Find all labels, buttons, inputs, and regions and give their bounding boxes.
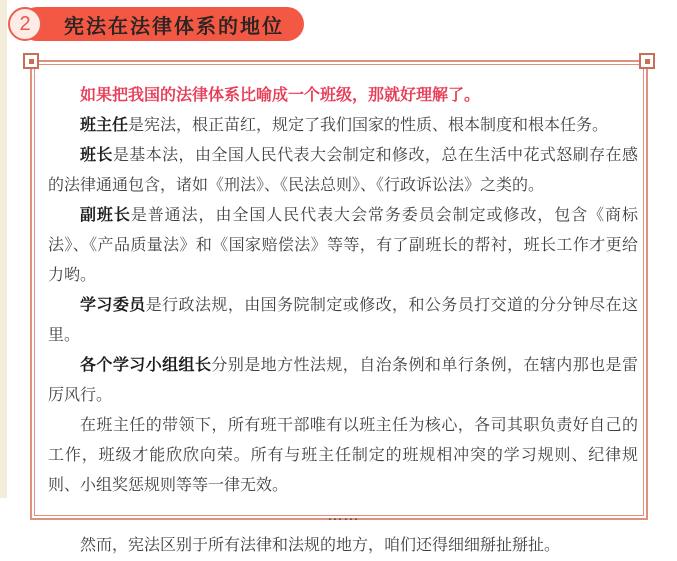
paragraph-banzhang <box>48 141 638 201</box>
paragraph-lead: 班主任 <box>80 117 129 134</box>
section-header <box>0 0 677 48</box>
paragraph-fubanzhang <box>48 201 638 291</box>
paragraph-lead: 学习委员 <box>80 297 146 314</box>
paragraph-text: 是普通法，由全国人民代表大会常务委员会制定或修改，包含《商标法》、《产品质量法》和《国家赔偿法》等等，有了副班长的帮衬，班长工作才更给力哟。 <box>48 207 638 284</box>
paragraph-banzhuren <box>48 111 638 141</box>
page-title: 宪法在法律体系的地位 <box>64 15 284 38</box>
paragraph-xiaozuzhang <box>48 351 638 411</box>
ellipsis-separator: …… <box>327 507 359 524</box>
corner-square-icon <box>639 53 655 69</box>
paragraph-lead: 班长 <box>80 147 113 164</box>
paragraph-text: 是基本法，由全国人民代表大会制定和修改，总在生活中花式怒刷存在感的法律通通包含，诸如《刑法》、《民法总则》、《行政诉讼法》之类的。 <box>48 147 638 194</box>
article-body <box>32 62 646 561</box>
paragraph-summary <box>48 411 638 501</box>
paragraph-text: 分别是地方性法规，自治条例和单行条例，在辖内那也是雷厉风行。 <box>48 357 638 404</box>
section-number-badge: 2 <box>8 7 42 41</box>
paragraph-lead: 副班长 <box>80 207 131 224</box>
section-title-banner <box>20 7 304 41</box>
content-frame <box>30 60 648 554</box>
paragraph-lead: 各个学习小组组长 <box>80 357 212 374</box>
closing-sentence: 然而，宪法区别于所有法律和法规的地方，咱们还得细细掰扯掰扯。 <box>80 537 561 554</box>
intro-sentence: 如果把我国的法律体系比喻成一个班级，那就好理解了。 <box>80 87 481 104</box>
paragraph-xuexiweiyuan <box>48 291 638 351</box>
paragraph-text: 是行政法规，由国务院制定或修改，和公务员打交道的分分钟尽在这里。 <box>48 297 638 344</box>
corner-square-icon <box>23 53 39 69</box>
paragraph-text: 是宪法，根正苗红，规定了我们国家的性质、根本制度和根本任务。 <box>128 117 609 134</box>
page-left-strip <box>0 0 7 498</box>
paragraph-text: 在班主任的带领下，所有班干部唯有以班主任为核心，各司其职负责好自己的工作，班级才能欣欣向荣。所有与班主任制定的班规相冲突的学习规则、纪律规则、小组奖惩规则等等一律无效。 <box>48 417 638 494</box>
